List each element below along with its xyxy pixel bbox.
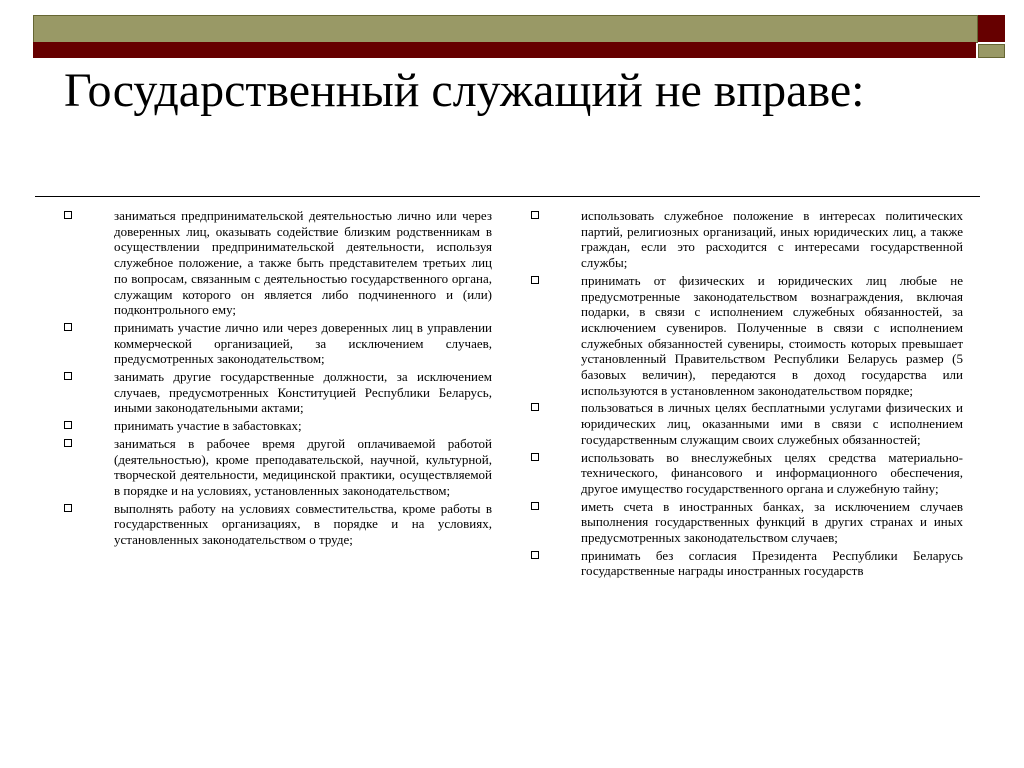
- square-bullet-icon: [531, 403, 539, 411]
- square-bullet-icon: [531, 453, 539, 461]
- list-item: [64, 501, 492, 548]
- right-bullet-list: [531, 208, 963, 581]
- list-item: [531, 450, 963, 497]
- list-item: [531, 499, 963, 546]
- list-item-text: занимать другие государственные должности, за исключением случаев, предусмотренных Конституцией Республики Беларусь, иными законодательными актами;: [114, 369, 492, 416]
- square-bullet-icon: [64, 211, 72, 219]
- list-item: [531, 208, 963, 271]
- square-bullet-icon: [64, 421, 72, 429]
- list-item-text: принимать без согласия Президента Республики Беларусь государственные награды иностранных государств: [581, 547, 963, 579]
- list-item-text: выполнять работу на условиях совместительства, кроме работы в государственных организациях, в порядке и на условиях, установленных законодательством о труде;: [114, 500, 492, 548]
- list-item-text: использовать во внеслужебных целях средства материально-технического, финансового и информационного обеспечения, другое имущество государственного органа и служебную тайну;: [581, 449, 963, 496]
- header-maroon-square: [978, 15, 1005, 42]
- list-item-text: иметь счета в иностранных банках, за исключением случаев выполнения государственных функций в других странах и иных предусмотренных законодательством случаев;: [581, 498, 963, 546]
- list-item-text: заниматься в рабочее время другой оплачиваемой работой (деятельностью), кроме преподавательской, научной, культурной, творческой деятельности, медицинской практики, осуществляемой в порядке и на условиях, установленных законодательством;: [114, 435, 492, 498]
- header-olive-bar: [33, 15, 978, 43]
- list-item: [531, 273, 963, 399]
- list-item: [64, 436, 492, 499]
- list-item-text: пользоваться в личных целях бесплатными услугами физических и юридических лиц, оказанными ими в связи с исполнением государственным служащим своих служебных обязанностей;: [581, 400, 963, 447]
- list-item-text: использовать служебное положение в интересах политических партий, религиозных организаций, иных юридических лиц, а также граждан, если это расходится с интересами государственной службы;: [581, 208, 963, 271]
- slide-title: Государственный служащий не вправе:: [64, 64, 865, 117]
- square-bullet-icon: [531, 276, 539, 284]
- title-divider: [35, 196, 980, 197]
- square-bullet-icon: [531, 551, 539, 559]
- list-item-text: принимать участие лично или через доверенных лиц в управлении коммерческой организацией, за исключением случаев, предусмотренных законодательством;: [114, 319, 492, 367]
- square-bullet-icon: [64, 504, 72, 512]
- list-item-text: принимать от физических и юридических лиц любые не предусмотренные законодательством вознаграждения, включая подарки, в связи с исполнением служебных обязанностей, за исключением сувениров. Полученные в связи с исполнением служебных обязанностей сувениры, стоимость которых превышает установленный Правительством Республики Беларусь размер (5 базовых величин), передаются в доход государства или используются в установленном законодательством порядке;: [581, 272, 963, 398]
- list-item: [64, 418, 492, 434]
- list-item: [64, 369, 492, 416]
- list-item: [531, 548, 963, 579]
- list-item: [64, 320, 492, 367]
- list-item-text: принимать участие в забастовках;: [114, 418, 302, 434]
- list-item-text: заниматься предпринимательской деятельностью лично или через доверенных лиц, оказывать содействие близким родственникам в осуществлении предпринимательской деятельности, используя служебное положение, а также быть представителем третьих лиц по вопросам, связанным с деятельностью государственного органа, служащим которого он является либо подчиненного и (или) подконтрольного ему;: [114, 208, 492, 318]
- list-item: [531, 400, 963, 447]
- square-bullet-icon: [531, 211, 539, 219]
- list-item: [64, 208, 492, 318]
- header-olive-square: [978, 44, 1005, 58]
- square-bullet-icon: [64, 439, 72, 447]
- square-bullet-icon: [64, 323, 72, 331]
- square-bullet-icon: [531, 502, 539, 510]
- left-bullet-list: [64, 208, 492, 550]
- square-bullet-icon: [64, 372, 72, 380]
- header-maroon-bar: [33, 42, 976, 58]
